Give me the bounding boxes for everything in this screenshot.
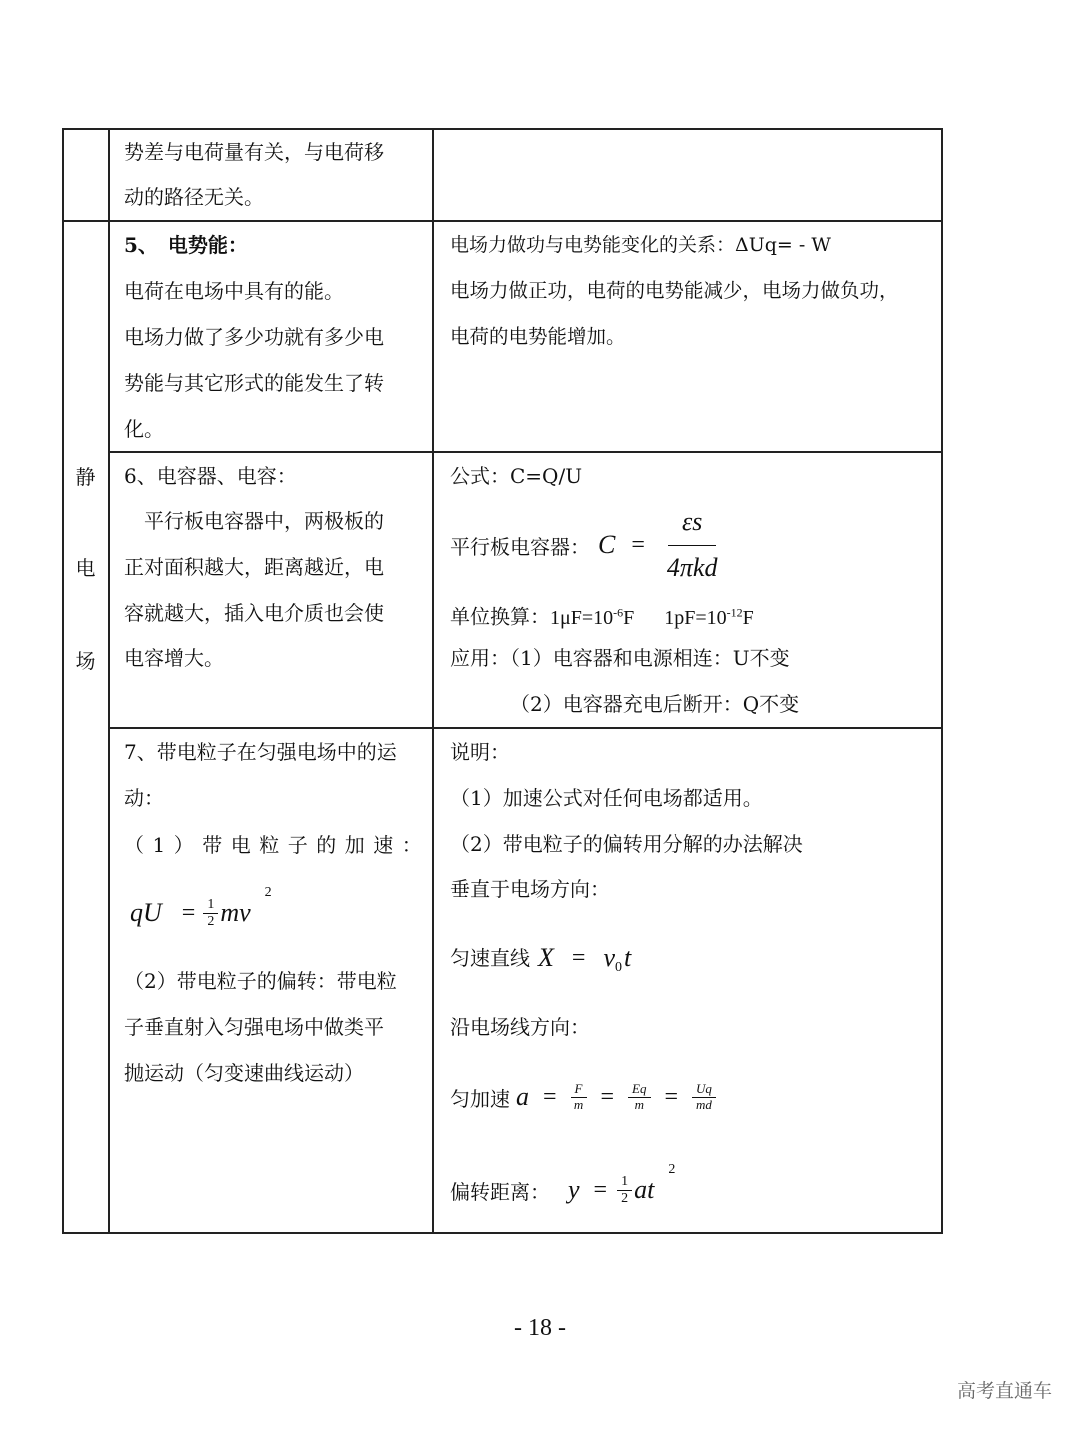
math-symbol: = <box>631 531 645 558</box>
math-symbol: = <box>571 945 586 971</box>
fraction <box>628 1082 650 1112</box>
cell-text: 子垂直射入匀强电场中做类平 <box>124 1015 384 1039</box>
side-label: 静 <box>75 465 96 489</box>
cell-text: 势能与其它形式的能发生了转 <box>124 371 384 395</box>
math-symbol: C <box>598 530 616 559</box>
cell-text: （2）电容器充电后断开：Q不变 <box>510 692 800 716</box>
math-symbol: a <box>516 1082 529 1111</box>
fraction <box>203 897 218 929</box>
subscript: 0 <box>614 960 622 975</box>
math-symbol: qU <box>130 898 162 927</box>
watermark: 高考直通车 <box>956 1380 1052 1402</box>
cell-text: 电场力做正功，电荷的电势能减少，电场力做负功， <box>450 279 899 302</box>
denominator: m <box>634 1096 644 1112</box>
cell-text: 说明： <box>450 740 510 764</box>
math-symbol: = <box>543 1083 557 1110</box>
label: 偏转距离： <box>450 1179 550 1204</box>
page-number: - 18 - <box>514 1315 566 1341</box>
label: 匀速直线 <box>450 946 530 970</box>
table-border <box>432 128 434 1234</box>
unit-conversion <box>450 589 754 635</box>
exponent: -6 <box>613 605 624 619</box>
formula-label: 平行板电容器： <box>450 534 590 559</box>
cell-text: 平行板电容器中，两极板的 <box>124 509 384 533</box>
section-heading: 7、带电粒子在匀强电场中的运 <box>124 740 397 764</box>
unit: 1pF=10 <box>664 606 727 629</box>
numerator: F <box>571 1082 587 1097</box>
cell-text: 正对面积越大，距离越近，电 <box>124 555 384 579</box>
cell-text: 化。 <box>124 417 164 441</box>
math-symbol: = <box>600 1083 615 1110</box>
unit: F <box>623 606 635 629</box>
denominator: m <box>573 1096 584 1112</box>
exponent: -12 <box>726 605 743 619</box>
side-label: 场 <box>75 649 96 673</box>
cell-text: （1）加速公式对任何电场都适用。 <box>450 786 763 810</box>
math-symbol: = <box>181 899 196 926</box>
numerator: εs <box>668 508 716 546</box>
table-border <box>941 128 943 1234</box>
cell-text: 抛运动（匀变速曲线运动） <box>124 1061 364 1085</box>
fraction <box>692 1082 716 1112</box>
numerator: 1 <box>617 1174 632 1190</box>
fraction <box>617 1174 632 1206</box>
fraction <box>667 508 718 582</box>
table-border <box>108 128 110 1234</box>
cell-text: 沿电场线方向： <box>450 1015 590 1039</box>
math-symbol: = <box>593 1176 608 1203</box>
cell-text: 电场力做功与电势能变化的关系：ΔUq= - W <box>450 234 831 256</box>
numerator: Uq <box>692 1082 716 1097</box>
unit: F <box>742 606 754 629</box>
cell-text: 电荷在电场中具有的能。 <box>124 279 344 303</box>
acceleration-formula <box>450 1072 722 1122</box>
fraction <box>571 1082 587 1112</box>
cell-text: 动的路径无关。 <box>124 185 264 209</box>
math-symbol: X <box>538 943 554 972</box>
denominator: 2 <box>621 1190 629 1206</box>
cell-text: 电容增大。 <box>124 646 224 670</box>
numerator: 1 <box>203 897 218 913</box>
cell-text: 电场力做了多少功就有多少电 <box>124 325 384 349</box>
cell-text: （2）带电粒子的偏转用分解的办法解决 <box>450 832 803 856</box>
formula-text: 公式：C=Q/U <box>450 464 583 488</box>
section-heading: 5、 电势能： <box>124 233 248 257</box>
math-symbol: at <box>634 1175 655 1204</box>
label: 单位换算： <box>450 604 550 629</box>
side-label: 电 <box>75 556 96 580</box>
math-symbol: t <box>623 943 632 972</box>
deflection-formula <box>450 1162 675 1218</box>
section-heading: 6、电容器、电容： <box>124 464 297 488</box>
cell-text: 垂直于电场方向： <box>450 877 610 901</box>
math-symbol: = <box>664 1083 679 1110</box>
cell-text: （2）带电粒子的偏转：带电粒 <box>124 969 397 993</box>
cell-text: 容就越大，插入电介质也会使 <box>124 601 384 625</box>
table-border <box>62 1232 943 1234</box>
uniform-motion-formula <box>450 935 631 981</box>
denominator: md <box>696 1096 712 1112</box>
unit: 1μF=10 <box>550 606 614 629</box>
capacitance-formula <box>450 505 723 585</box>
cell-text: 动： <box>124 786 164 810</box>
exponent: 2 <box>264 885 272 900</box>
label: 匀加速 <box>450 1086 510 1111</box>
cell-text: （1）带电粒子的加速： <box>124 833 431 857</box>
cell-text: 势差与电荷量有关，与电荷移 <box>124 140 384 164</box>
table-border <box>62 128 64 1234</box>
acceleration-formula <box>130 885 272 941</box>
cell-text: 应用：（1）电容器和电源相连：U不变 <box>450 646 790 670</box>
exponent: 2 <box>668 1162 676 1177</box>
denominator: 4πkd <box>666 552 718 582</box>
numerator: Eq <box>628 1082 650 1097</box>
math-symbol: y <box>568 1175 580 1204</box>
math-symbol: mv <box>220 898 251 927</box>
cell-text: 电荷的电势能增加。 <box>450 325 626 348</box>
math-symbol: v <box>603 943 615 972</box>
denominator: 2 <box>207 913 215 929</box>
